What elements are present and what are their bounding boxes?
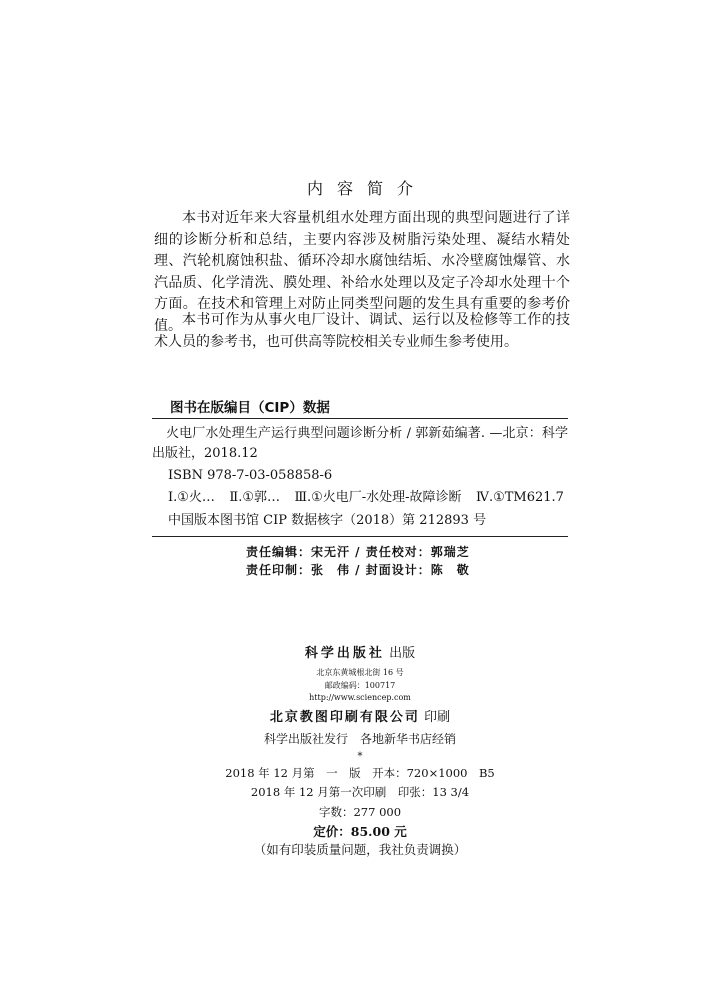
- printer-line: [0, 706, 720, 725]
- cip-bottom-rule: [152, 536, 568, 537]
- cip-top-rule: [152, 418, 568, 419]
- cip-bib-line: 火电厂水处理生产运行典型问题诊断分析 / 郭新茹编著. —北京：科学出版社，2018.12: [152, 426, 568, 461]
- word-count: 字数：277 000: [318, 805, 402, 819]
- cip-class-4: Ⅳ.①TM621.7: [475, 490, 564, 505]
- separator-star: *: [357, 751, 363, 762]
- printing-line: 2018 年 12 月第一次印刷 印张：13 3/4: [250, 785, 470, 799]
- publisher-website: http://www.sciencep.com: [309, 693, 411, 702]
- credits-production: 责任印制：张 伟 / 封面设计：陈 敬: [246, 563, 470, 577]
- publisher-address: 北京东黄城根北街 16 号: [316, 668, 404, 677]
- publisher-suffix: 出版: [389, 646, 416, 661]
- quality-note: （如有印装质量问题，我社负责调换）: [253, 842, 467, 857]
- cip-class-1: Ⅰ.①火…: [168, 490, 215, 505]
- cip-classification: [168, 488, 564, 508]
- printer-suffix: 印刷: [424, 710, 451, 725]
- summary-paragraph-2: 本书可作为从事火电厂设计、调试、运行以及检修等工作的技术人员的参考书，也可供高等院校相关专业师生参考使用。: [154, 312, 570, 350]
- distribution-line: 科学出版社发行 各地新华书店经销: [263, 732, 456, 746]
- cip-heading: 图书在版编目（CIP）数据: [170, 400, 330, 416]
- summary-title: 内容简介: [306, 179, 427, 198]
- cip-class-3: Ⅲ.①火电厂-水处理-故障诊断: [294, 490, 462, 505]
- cip-isbn: ISBN 978-7-03-058858-6: [168, 468, 333, 483]
- edition-line: 2018 年 12 月第 一 版 开本：720×1000 B5: [225, 766, 495, 780]
- credits-editors: 责任编辑：宋无汗 / 责任校对：郭瑞芝: [246, 545, 470, 559]
- publisher-postcode: 邮政编码：100717: [324, 681, 396, 690]
- price: 定价：85.00 元: [313, 824, 407, 839]
- publisher-name: 科学出版社: [304, 646, 385, 661]
- cip-number: 中国版本图书馆 CIP 数据核字（2018）第 212893 号: [168, 513, 487, 528]
- publisher-line: [0, 642, 720, 661]
- cip-class-2: Ⅱ.①郭…: [229, 490, 280, 505]
- summary-paragraph-1: 本书对近年来大容量机组水处理方面出现的典型问题进行了详细的诊断分析和总结，主要内容涉及树脂污染处理、凝结水精处理、汽轮机腐蚀积盐、循环冷却水腐蚀结垢、水冷壁腐蚀爆管、水汽品质、化学清洗、膜处理、补给水处理以及定子冷却水处理十个方面。在技术和管理上对防止同类型问题的发生具有重要的参考价值。: [154, 210, 570, 334]
- printer-name: 北京教图印刷有限公司: [269, 710, 420, 725]
